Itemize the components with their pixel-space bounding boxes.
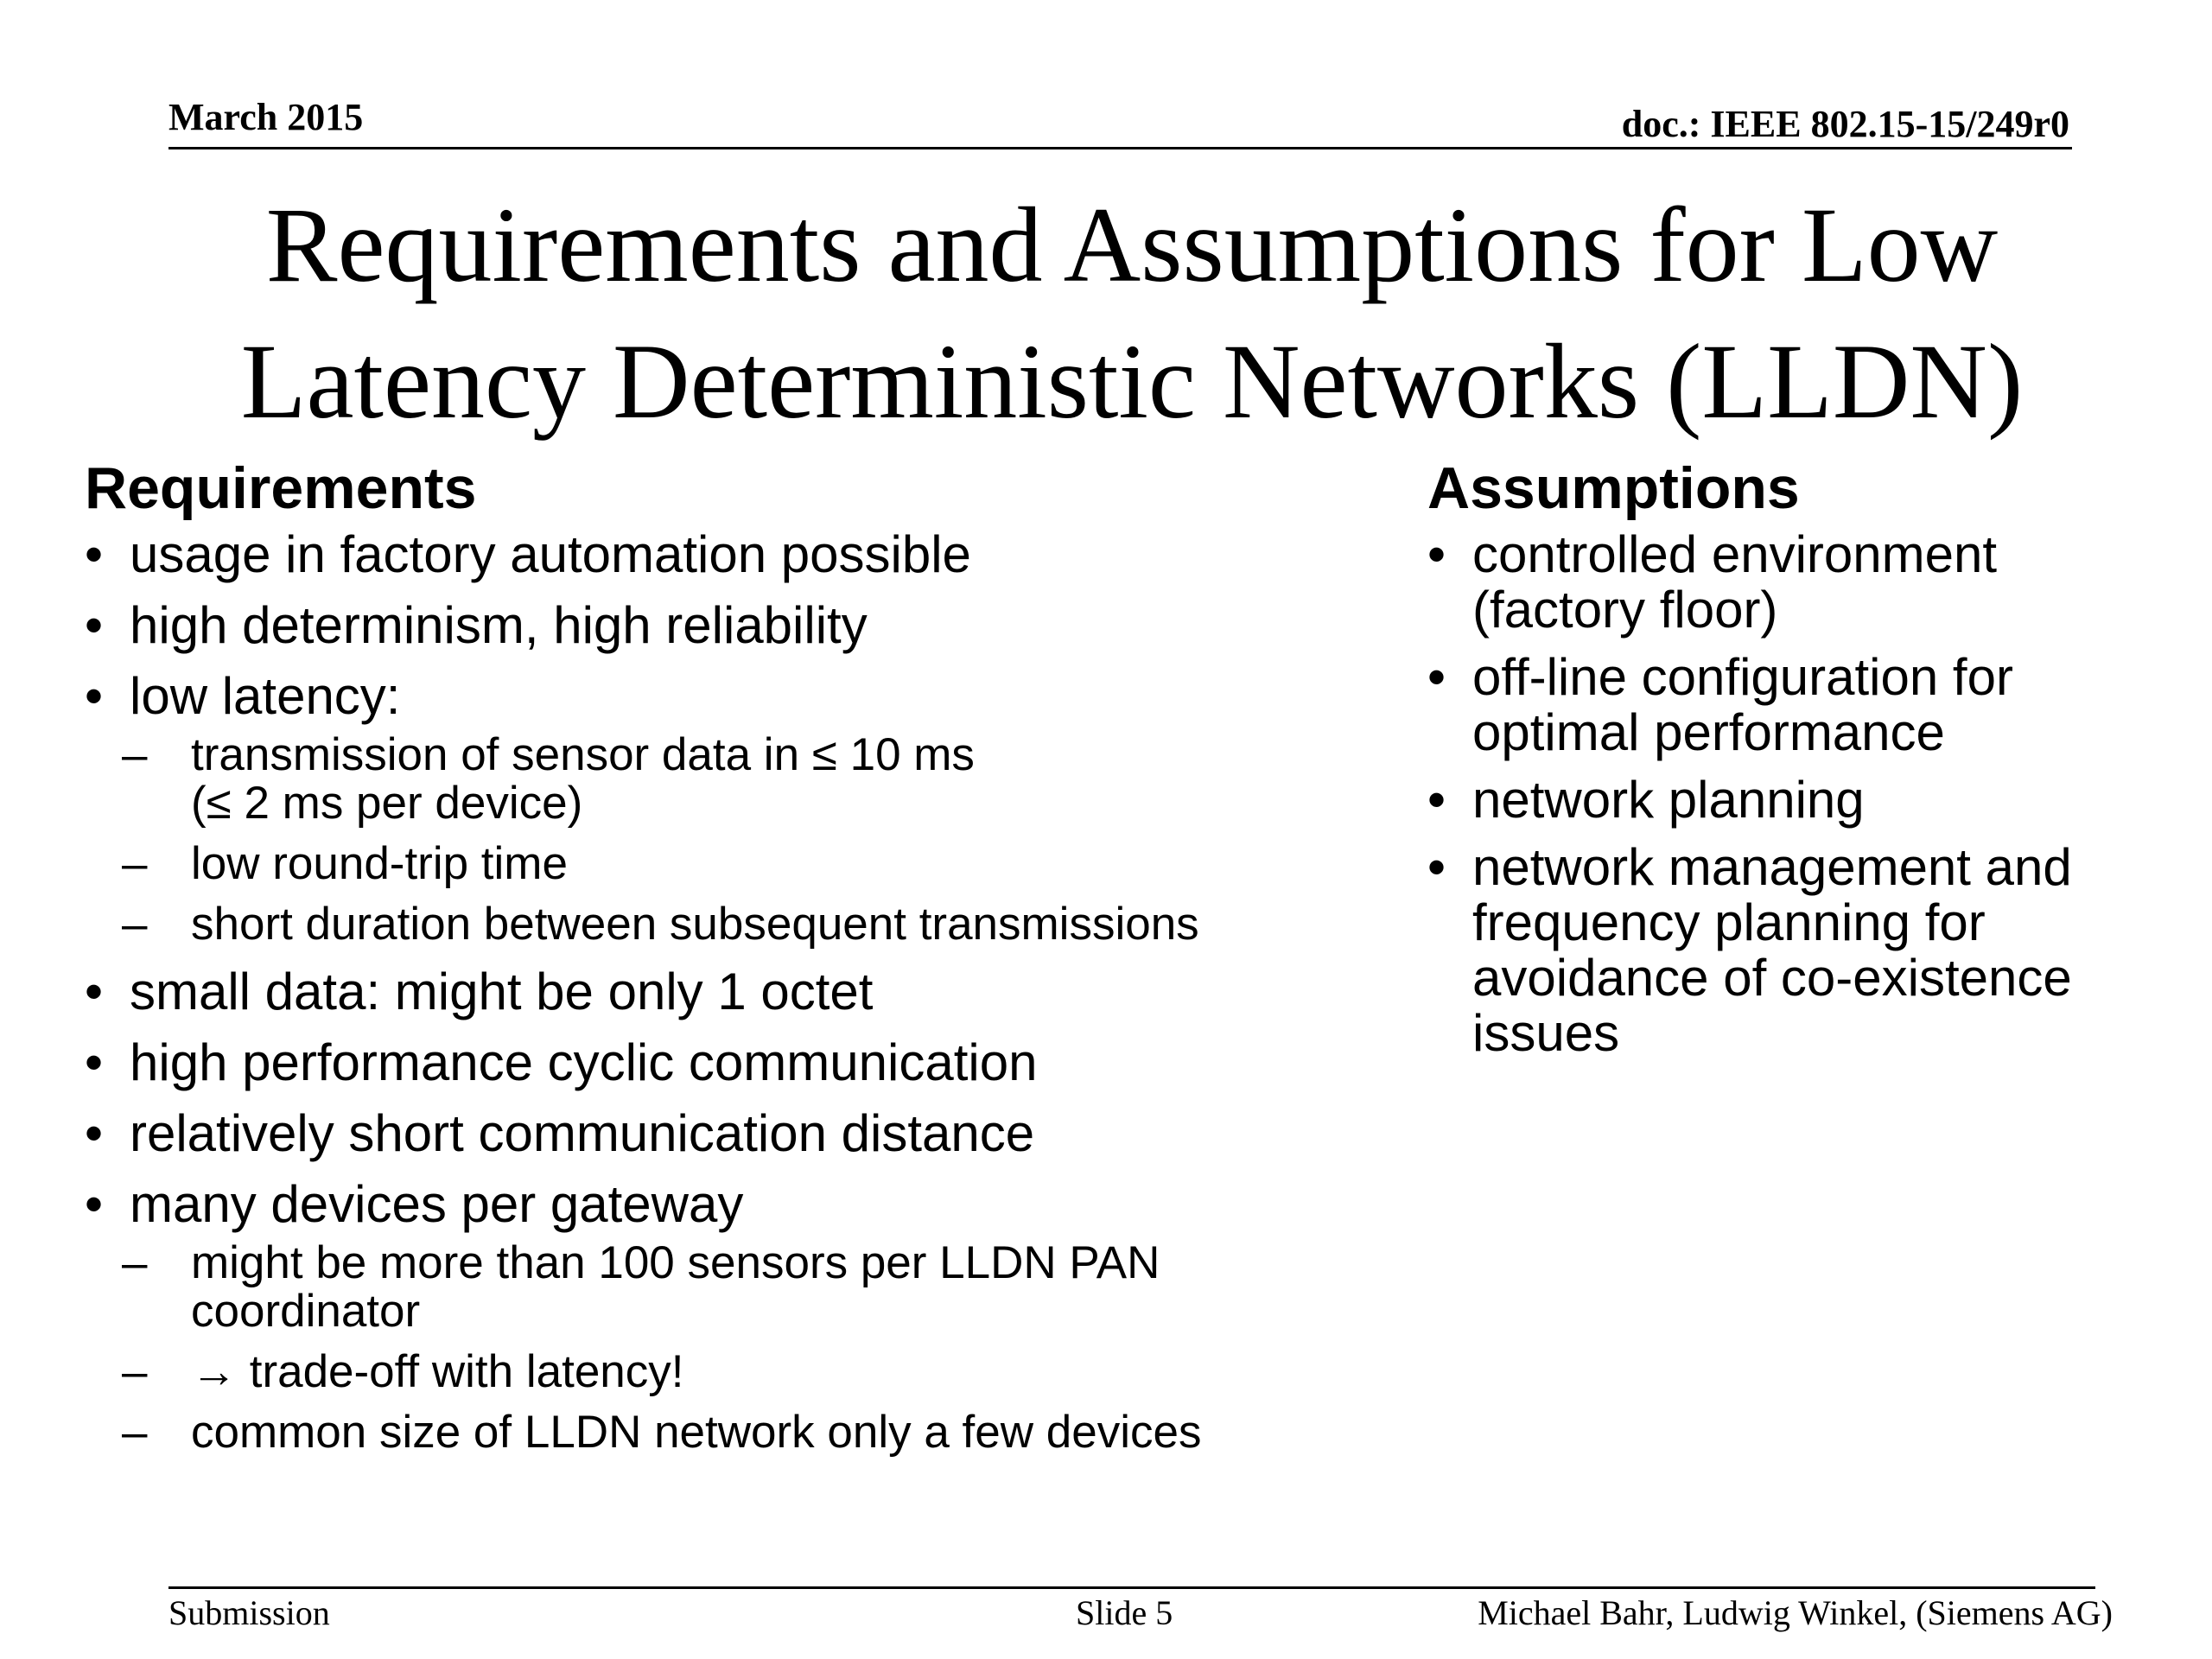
- assumptions-heading: Assumptions: [1427, 455, 1800, 521]
- list-item: [85, 598, 1433, 653]
- sublist-item-text: low round-trip time: [191, 838, 568, 889]
- requirements-list: [85, 527, 1433, 1457]
- dash-icon: –: [122, 899, 148, 950]
- list-item: [85, 1177, 1433, 1232]
- list-item-text-cont: issues: [1472, 1004, 1620, 1062]
- header-doc-id: doc.: IEEE 802.15-15/249r0: [1621, 103, 2069, 145]
- sublist-item-text-cont: coordinator: [191, 1286, 421, 1337]
- list-item-text: high performance cyclic communication: [130, 1033, 1038, 1091]
- bullet-icon: •: [1427, 838, 1446, 896]
- list-item-text: controlled environment: [1472, 525, 1998, 583]
- list-item: [85, 669, 1433, 724]
- dash-icon: –: [122, 1237, 148, 1288]
- sublist-container: [85, 1239, 1433, 1457]
- footer-slide-number: Slide 5: [1076, 1593, 1173, 1632]
- list-item: [1427, 840, 2188, 1061]
- list-item-text: network planning: [1472, 771, 1865, 829]
- dash-icon: –: [122, 1407, 148, 1458]
- sublist-item: [85, 1408, 1433, 1457]
- list-item-text: small data: might be only 1 octet: [130, 963, 874, 1020]
- list-item-text-cont: (factory floor): [1472, 581, 1778, 639]
- latency-sublist: [85, 731, 1433, 949]
- requirements-heading: Requirements: [85, 455, 477, 521]
- sublist-item-text-cont: (≤ 2 ms per device): [191, 778, 583, 829]
- devices-sublist: [85, 1239, 1433, 1457]
- list-item-text: off-line configuration for: [1472, 648, 2013, 706]
- list-item-text-cont: avoidance of co-existence: [1472, 949, 2072, 1007]
- assumptions-column: [1427, 449, 2188, 1061]
- list-item: [1427, 772, 2188, 828]
- bullet-icon: •: [85, 1175, 104, 1233]
- footer-authors: Michael Bahr, Ludwig Winkel, (Siemens AG): [1478, 1593, 2113, 1632]
- bullet-icon: •: [85, 596, 104, 654]
- sublist-item: [85, 840, 1433, 888]
- slide-title: [138, 177, 2126, 450]
- header-date: March 2015: [168, 96, 364, 138]
- dash-icon: –: [122, 838, 148, 889]
- list-item: [85, 964, 1433, 1020]
- list-item: [85, 1106, 1433, 1161]
- bullet-icon: •: [85, 525, 104, 583]
- list-item-text: usage in factory automation possible: [130, 525, 971, 583]
- bullet-icon: •: [85, 1104, 104, 1162]
- assumptions-list: [1427, 527, 2188, 1061]
- list-item-text: relatively short communication distance: [130, 1104, 1035, 1162]
- list-item: [1427, 650, 2188, 760]
- bullet-icon: •: [1427, 771, 1446, 829]
- list-item-text: high determinism, high reliability: [130, 596, 868, 654]
- bullet-icon: •: [85, 667, 104, 725]
- slide-title-line-1: Requirements and Assumptions for Low: [265, 186, 1999, 304]
- footer-rule: [168, 1586, 2095, 1589]
- dash-icon: –: [122, 729, 148, 780]
- list-item: [85, 1035, 1433, 1090]
- list-item-text: low latency:: [130, 667, 401, 725]
- sublist-item: [85, 731, 1433, 828]
- list-item-text: many devices per gateway: [130, 1175, 744, 1233]
- bullet-icon: •: [1427, 525, 1446, 583]
- sublist-item-text: → trade-off with latency!: [191, 1346, 684, 1397]
- sublist-item: [85, 1348, 1433, 1396]
- list-item-text-cont: optimal performance: [1472, 703, 1945, 761]
- sublist-item: [85, 900, 1433, 949]
- sublist-item-text: common size of LLDN network only a few devices: [191, 1407, 1202, 1458]
- footer-submission: Submission: [168, 1593, 330, 1632]
- sublist-container: [85, 731, 1433, 949]
- sublist-item-text: might be more than 100 sensors per LLDN PAN: [191, 1237, 1160, 1288]
- list-item: [85, 527, 1433, 582]
- sublist-item-text: transmission of sensor data in ≤ 10 ms: [191, 729, 975, 780]
- bullet-icon: •: [1427, 648, 1446, 706]
- bullet-icon: •: [85, 1033, 104, 1091]
- sublist-item-text: short duration between subsequent transmissions: [191, 899, 1199, 950]
- list-item-text-cont: frequency planning for: [1472, 893, 1986, 951]
- slide-title-line-2: Latency Deterministic Networks (LLDN): [240, 322, 2024, 441]
- list-item: [1427, 527, 2188, 638]
- list-item-text: network management and: [1472, 838, 2072, 896]
- sublist-item: [85, 1239, 1433, 1336]
- dash-icon: –: [122, 1346, 148, 1397]
- bullet-icon: •: [85, 963, 104, 1020]
- header-rule: [168, 147, 2072, 149]
- requirements-column: [85, 449, 1433, 1457]
